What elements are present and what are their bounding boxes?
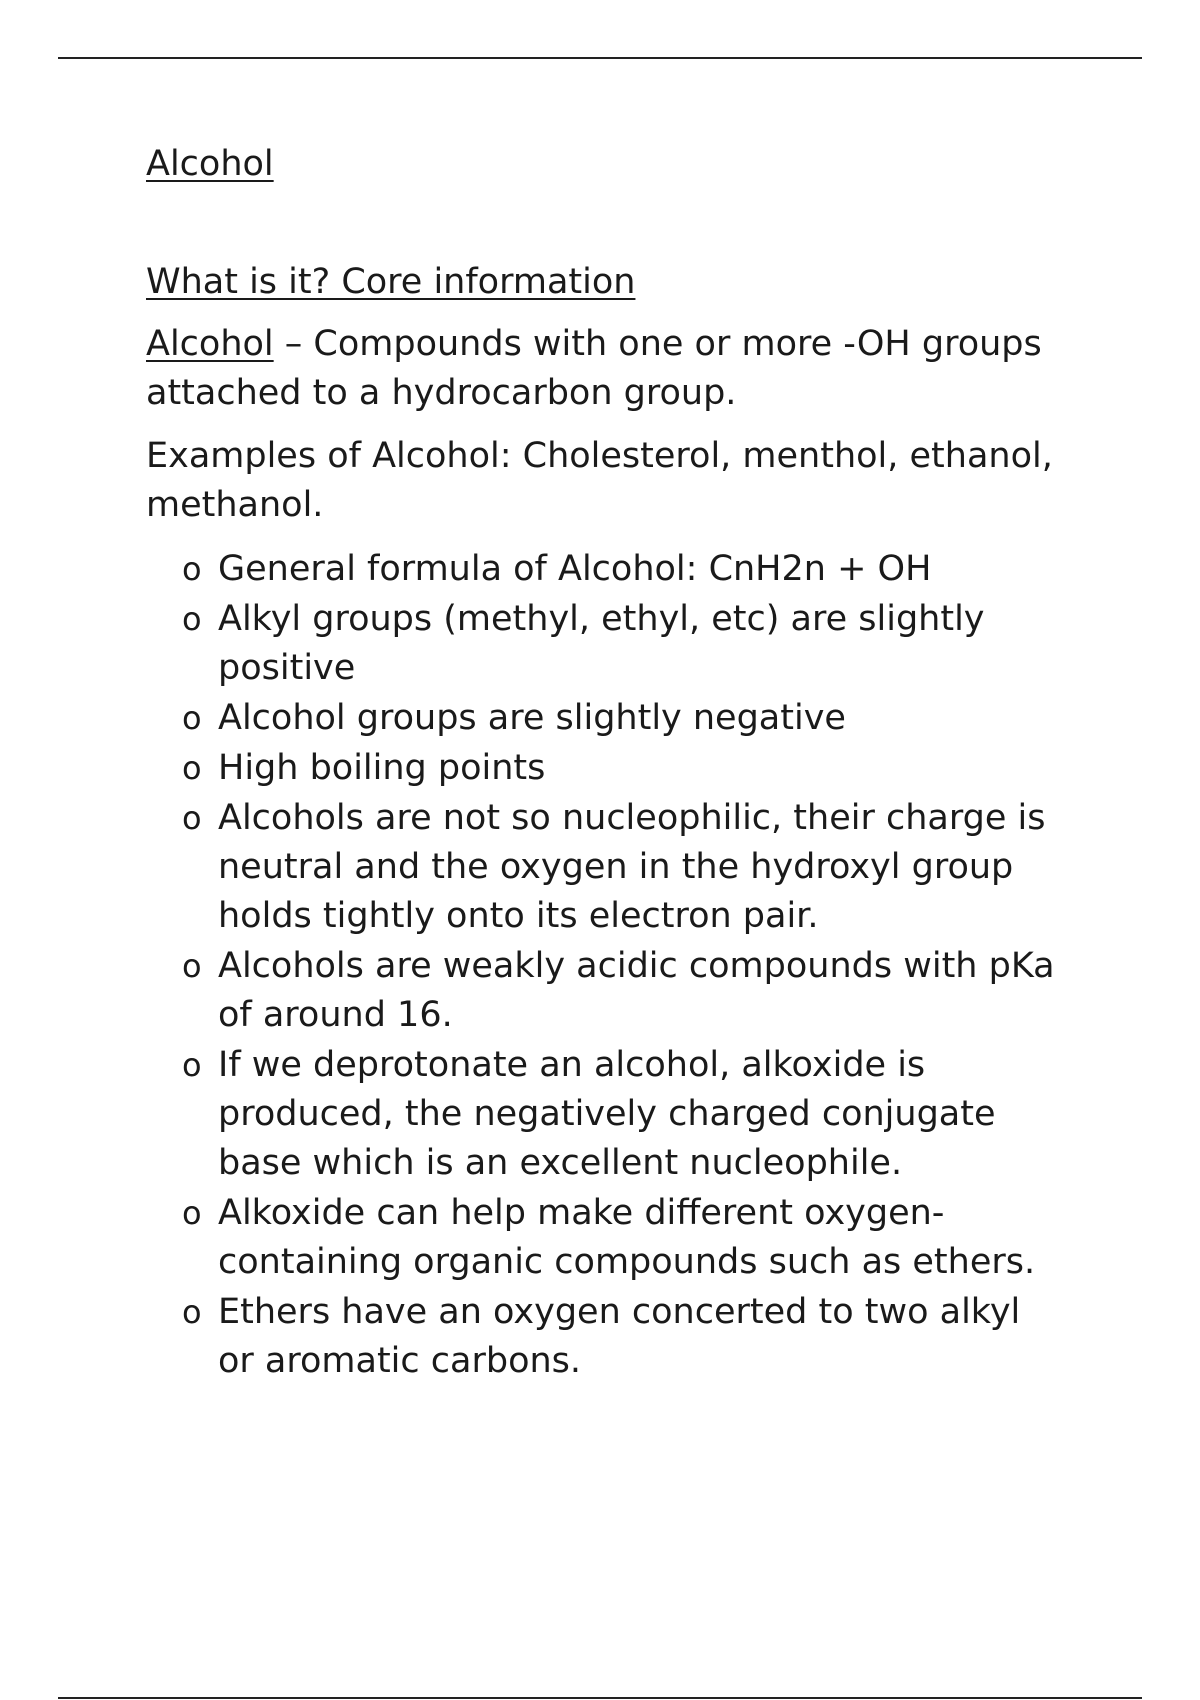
list-item (146, 595, 1066, 693)
list-item-text: Alkyl groups (methyl, ethyl, etc) are slightly positive (218, 599, 985, 688)
list-item-text: Alcohol groups are slightly negative (218, 698, 846, 738)
header-rule (58, 57, 1142, 59)
examples-paragraph: Examples of Alcohol: Cholesterol, menthol, ethanol, methanol. (146, 436, 1053, 525)
section-heading (146, 258, 1066, 307)
list-item (146, 794, 1066, 941)
list-item-text: If we deprotonate an alcohol, alkoxide is produced, the negatively charged conjugate base which is an excellent nucleophile. (218, 1045, 996, 1183)
list-item (146, 545, 1066, 594)
list-item-text: General formula of Alcohol: CnH2n + OH (218, 549, 932, 589)
bullet-marker: o (182, 1293, 202, 1331)
bullet-marker: o (182, 947, 202, 985)
bullet-marker: o (182, 550, 202, 588)
bullet-marker: o (182, 1046, 202, 1084)
definition-term: Alcohol (146, 324, 274, 364)
list-item (146, 744, 1066, 793)
list-item (146, 1288, 1066, 1386)
definition-text: – Compounds with one or more -OH groups attached to a hydrocarbon group. (146, 324, 1042, 413)
list-item-text: Alcohols are weakly acidic compounds with pKa of around 16. (218, 946, 1055, 1035)
list-item (146, 1041, 1066, 1188)
bullet-marker: o (182, 749, 202, 787)
list-item (146, 1189, 1066, 1287)
bullet-marker: o (182, 799, 202, 837)
page-title (146, 140, 1066, 189)
document-body (146, 140, 1066, 1387)
list-item-text: High boiling points (218, 748, 546, 788)
page-title-text: Alcohol (146, 144, 274, 184)
bullet-marker: o (182, 699, 202, 737)
bullet-list (146, 545, 1066, 1386)
list-item-text: Alcohols are not so nucleophilic, their charge is neutral and the oxygen in the hydroxyl group holds tightly onto its electron pair. (218, 798, 1046, 936)
bullet-marker: o (182, 600, 202, 638)
section-heading-text: What is it? Core information (146, 262, 636, 302)
list-item-text: Ethers have an oxygen concerted to two alkyl or aromatic carbons. (218, 1292, 1021, 1381)
list-item-text: Alkoxide can help make different oxygen-containing organic compounds such as ethers. (218, 1193, 1036, 1282)
footer-rule (58, 1697, 1142, 1699)
list-item (146, 942, 1066, 1040)
bullet-marker: o (182, 1194, 202, 1232)
definition-paragraph (146, 320, 1066, 418)
list-item (146, 694, 1066, 743)
